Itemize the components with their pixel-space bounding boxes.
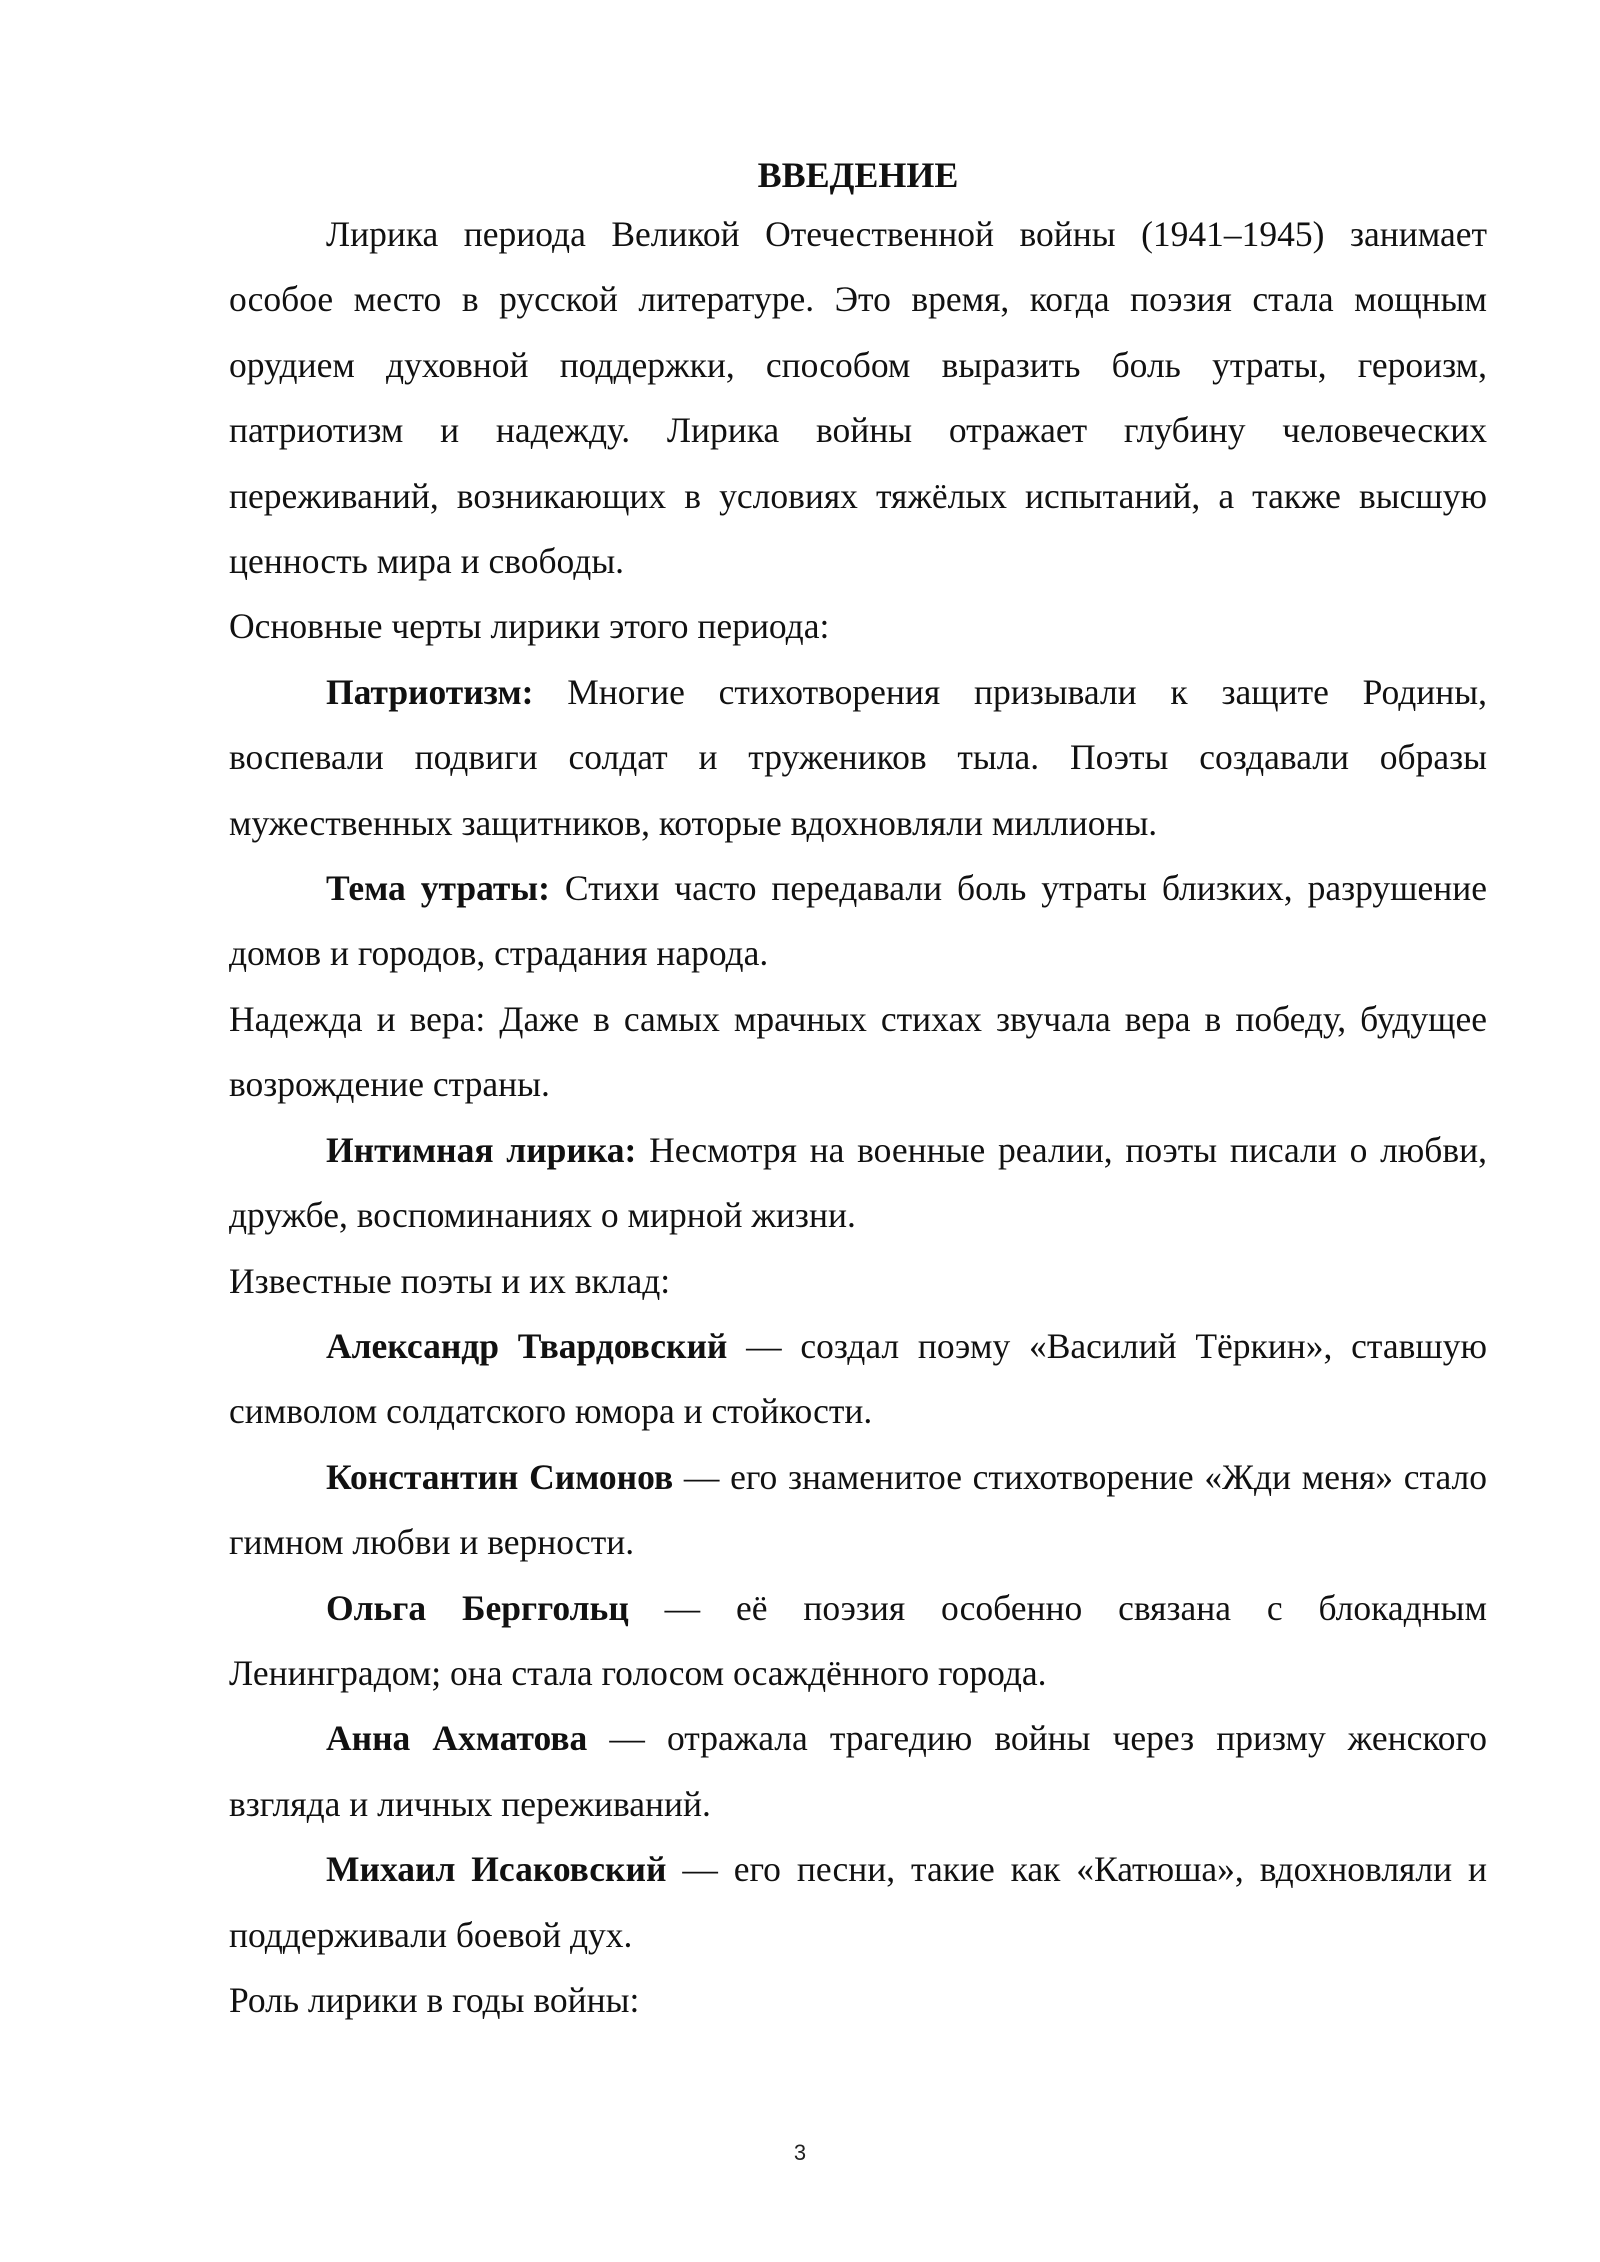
intro-paragraph: Лирика периода Великой Отечественной войны (1941–1945) занимает особое место в русской литературе. Это время, когда поэзия стала мощным орудием духовной поддержки, способом выразить боль утраты, героизм, патриотизм и надежду. Лирика войны отражает глубину человеческих переживаний, возникающих в условиях тяжёлых испытаний, а также высшую ценность мира и свободы. — [229, 214, 1487, 582]
poet-isakovsky — [229, 1837, 1487, 1968]
feature-loss — [229, 856, 1487, 987]
poet-text: — его знаменитое стихотворение «Жди меня» стало гимном любви и верности. — [229, 1456, 1487, 1563]
poet-akhmatova — [229, 1706, 1487, 1837]
poet-simonov — [229, 1445, 1487, 1576]
feature-hope: Надежда и вера: Даже в самых мрачных стихах звучала вера в победу, будущее возрождение страны. — [229, 998, 1487, 1105]
feature-text: Несмотря на военные реалии, поэты писали о любви, дружбе, воспоминаниях о мирной жизни. — [229, 1129, 1488, 1236]
poet-tvardovsky — [229, 1314, 1487, 1445]
feature-intimate — [229, 1118, 1487, 1249]
role-heading: Роль лирики в годы войны: — [229, 1979, 640, 2020]
feature-term: Интимная лирика: — [326, 1129, 637, 1170]
feature-term: Патриотизм: — [326, 671, 534, 712]
poet-name: Анна Ахматова — [326, 1718, 588, 1759]
poet-text: — отражала трагедию войны через призму женского взгляда и личных переживаний. — [229, 1718, 1487, 1824]
features-heading: Основные черты лирики этого периода: — [229, 606, 830, 647]
poet-text: — его песни, такие как «Катюша», вдохновляли и поддерживали боевой дух. — [229, 1849, 1487, 1955]
feature-text: Стихи часто передавали боль утраты близких, разрушение домов и городов, страдания народа. — [229, 868, 1487, 974]
page-content — [229, 148, 1487, 2033]
feature-patriotism — [229, 660, 1487, 856]
poet-name: Александр Твардовский — [326, 1325, 728, 1366]
poet-name: Константин Симонов — [326, 1456, 674, 1497]
feature-term: Тема утраты: — [326, 868, 550, 909]
poet-text: — её поэзия особенно связана с блокадным Ленинградом; она стала голосом осаждённого города. — [229, 1587, 1487, 1693]
poet-text: — создал поэму «Василий Тёркин», ставшую символом солдатского юмора и стойкости. — [229, 1325, 1487, 1432]
poet-name: Михаил Исаковский — [326, 1849, 667, 1890]
feature-text: Многие стихотворения призывали к защите Родины, воспевали подвиги солдат и тружеников тыла. Поэты создавали образы мужественных защитников, которые вдохновляли миллионы. — [229, 671, 1487, 843]
poet-name: Ольга Берггольц — [326, 1587, 629, 1628]
poet-berggolts — [229, 1576, 1487, 1707]
section-heading: ВВЕДЕНИЕ — [757, 155, 959, 195]
page-number: 3 — [793, 2140, 807, 2165]
poets-heading: Известные поэты и их вклад: — [229, 1260, 671, 1301]
